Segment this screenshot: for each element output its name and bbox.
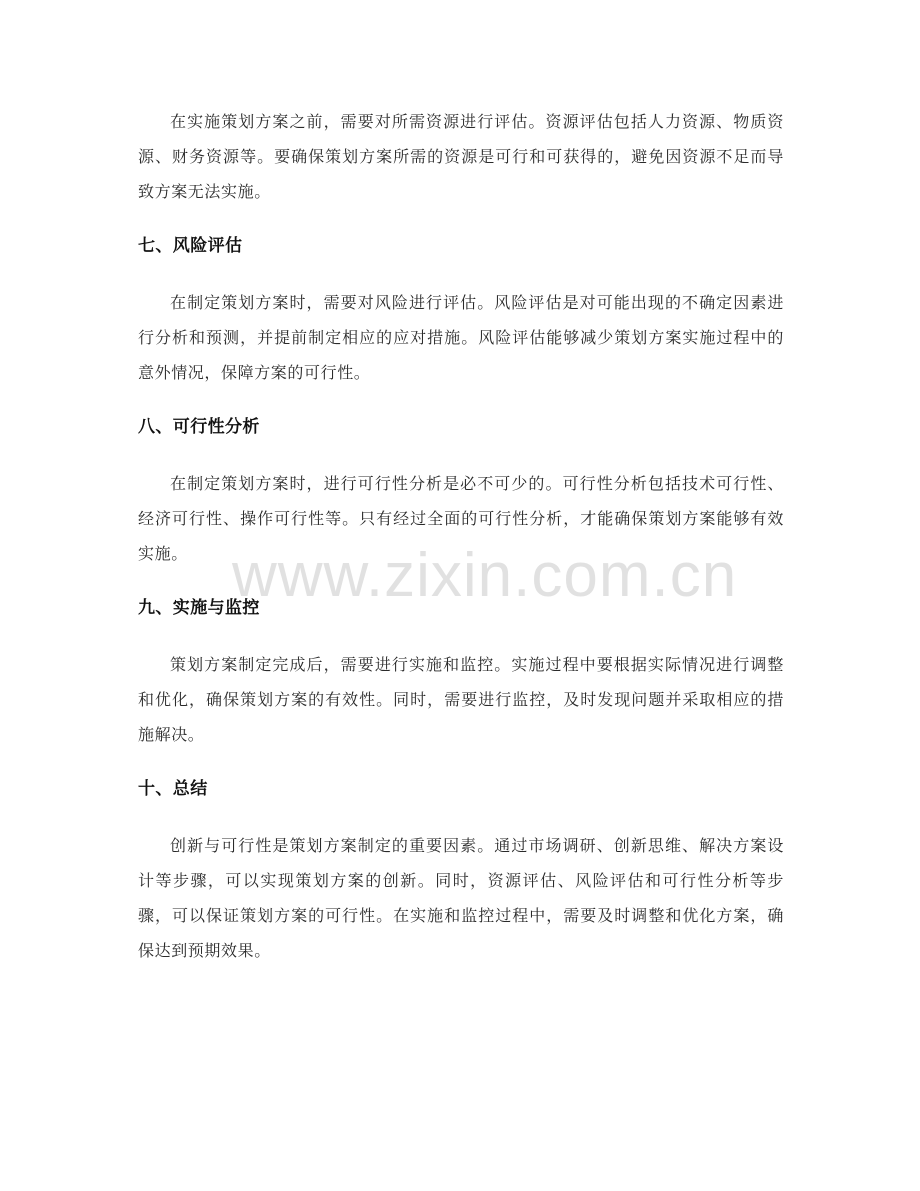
paragraph-risk-assessment: 在制定策划方案时，需要对风险进行评估。风险评估是对可能出现的不确定因素进行分析和预测，并提前制定相应的应对措施。风险评估能够减少策划方案实施过程中的意外情况，保障方案的可行性。: [138, 293, 784, 382]
heading-risk-assessment: 七、风险评估: [138, 236, 243, 256]
paragraph-implementation-monitoring: 策划方案制定完成后，需要进行实施和监控。实施过程中要根据实际情况进行调整和优化，确保策划方案的有效性。同时，需要进行监控，及时发现问题并采取相应的措施解决。: [138, 655, 784, 744]
heading-implementation-monitoring: 九、实施与监控: [138, 598, 260, 618]
heading-feasibility-analysis: 八、可行性分析: [138, 417, 260, 437]
paragraph-feasibility-analysis: 在制定策划方案时，进行可行性分析是必不可少的。可行性分析包括技术可行性、经济可行性、操作可行性等。只有经过全面的可行性分析，才能确保策划方案能够有效实施。: [138, 474, 784, 563]
heading-summary: 十、总结: [138, 779, 208, 799]
paragraph-resource-evaluation: 在实施策划方案之前，需要对所需资源进行评估。资源评估包括人力资源、物质资源、财务资源等。要确保策划方案所需的资源是可行和可获得的，避免因资源不足而导致方案无法实施。: [138, 112, 784, 201]
watermark-text: www.zixin.com.cn: [232, 541, 738, 610]
document-body: [138, 104, 784, 968]
paragraph-summary: 创新与可行性是策划方案制定的重要因素。通过市场调研、创新思维、解决方案设计等步骤，可以实现策划方案的创新。同时，资源评估、风险评估和可行性分析等步骤，可以保证策划方案的可行性。在实施和监控过程中，需要及时调整和优化方案，确保达到预期效果。: [138, 836, 784, 960]
